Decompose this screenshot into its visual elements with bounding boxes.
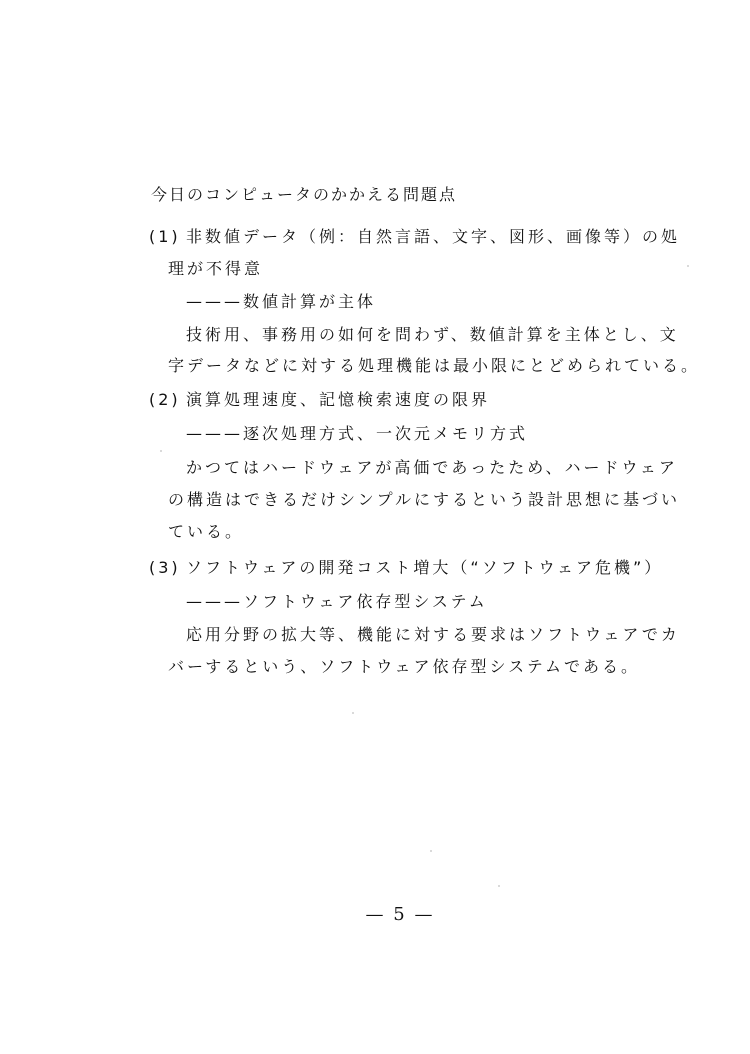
item-2-paragraph-line-2: の構造はできるだけシンプルにするという設計思想に基づい bbox=[168, 490, 680, 509]
item-3-number: (3) bbox=[149, 558, 181, 577]
item-2-paragraph-line-3: ている。 bbox=[168, 522, 245, 541]
scan-speck bbox=[160, 450, 162, 452]
scan-speck bbox=[687, 265, 689, 267]
scan-speck bbox=[352, 712, 354, 714]
item-2-paragraph-line-1: かつてはハードウェアが高価であったため、ハードウェア bbox=[186, 458, 678, 477]
scan-speck bbox=[498, 885, 500, 887]
item-3-paragraph-line-1: 応用分野の拡大等、機能に対する要求はソフトウェアでカ bbox=[186, 625, 680, 644]
item-3-subtitle: ———ソフトウェア依存型システム bbox=[186, 592, 488, 611]
item-2-title: 演算処理速度、記憶検索速度の限界 bbox=[186, 390, 491, 409]
item-2-subtitle: ———逐次処理方式、一次元メモリ方式 bbox=[186, 424, 529, 443]
item-1-number: (1) bbox=[149, 227, 181, 246]
item-1-paragraph-line-1: 技術用、事務用の如何を問わず、数値計算を主体とし、文 bbox=[186, 325, 679, 344]
item-1-title-continued: 理が不得意 bbox=[168, 259, 264, 278]
item-1-subtitle: ———数値計算が主体 bbox=[186, 292, 377, 311]
page-number: — 5 — bbox=[365, 904, 435, 925]
item-1-title: 非数値データ（例：自然言語、文字、図形、画像等）の処 bbox=[186, 227, 681, 246]
page-heading: 今日のコンピュータのかかえる問題点 bbox=[151, 185, 458, 204]
scan-speck bbox=[430, 850, 432, 852]
item-2-number: (2) bbox=[149, 390, 181, 409]
item-3-paragraph-line-2: バーするという、ソフトウェア依存型システムである。 bbox=[168, 657, 640, 676]
item-3-title: ソフトウェアの開発コスト増大（“ソフトウェア危機”） bbox=[186, 558, 664, 577]
item-1-paragraph-line-2: 字データなどに対する処理機能は最小限にとどめられている。 bbox=[168, 356, 701, 375]
